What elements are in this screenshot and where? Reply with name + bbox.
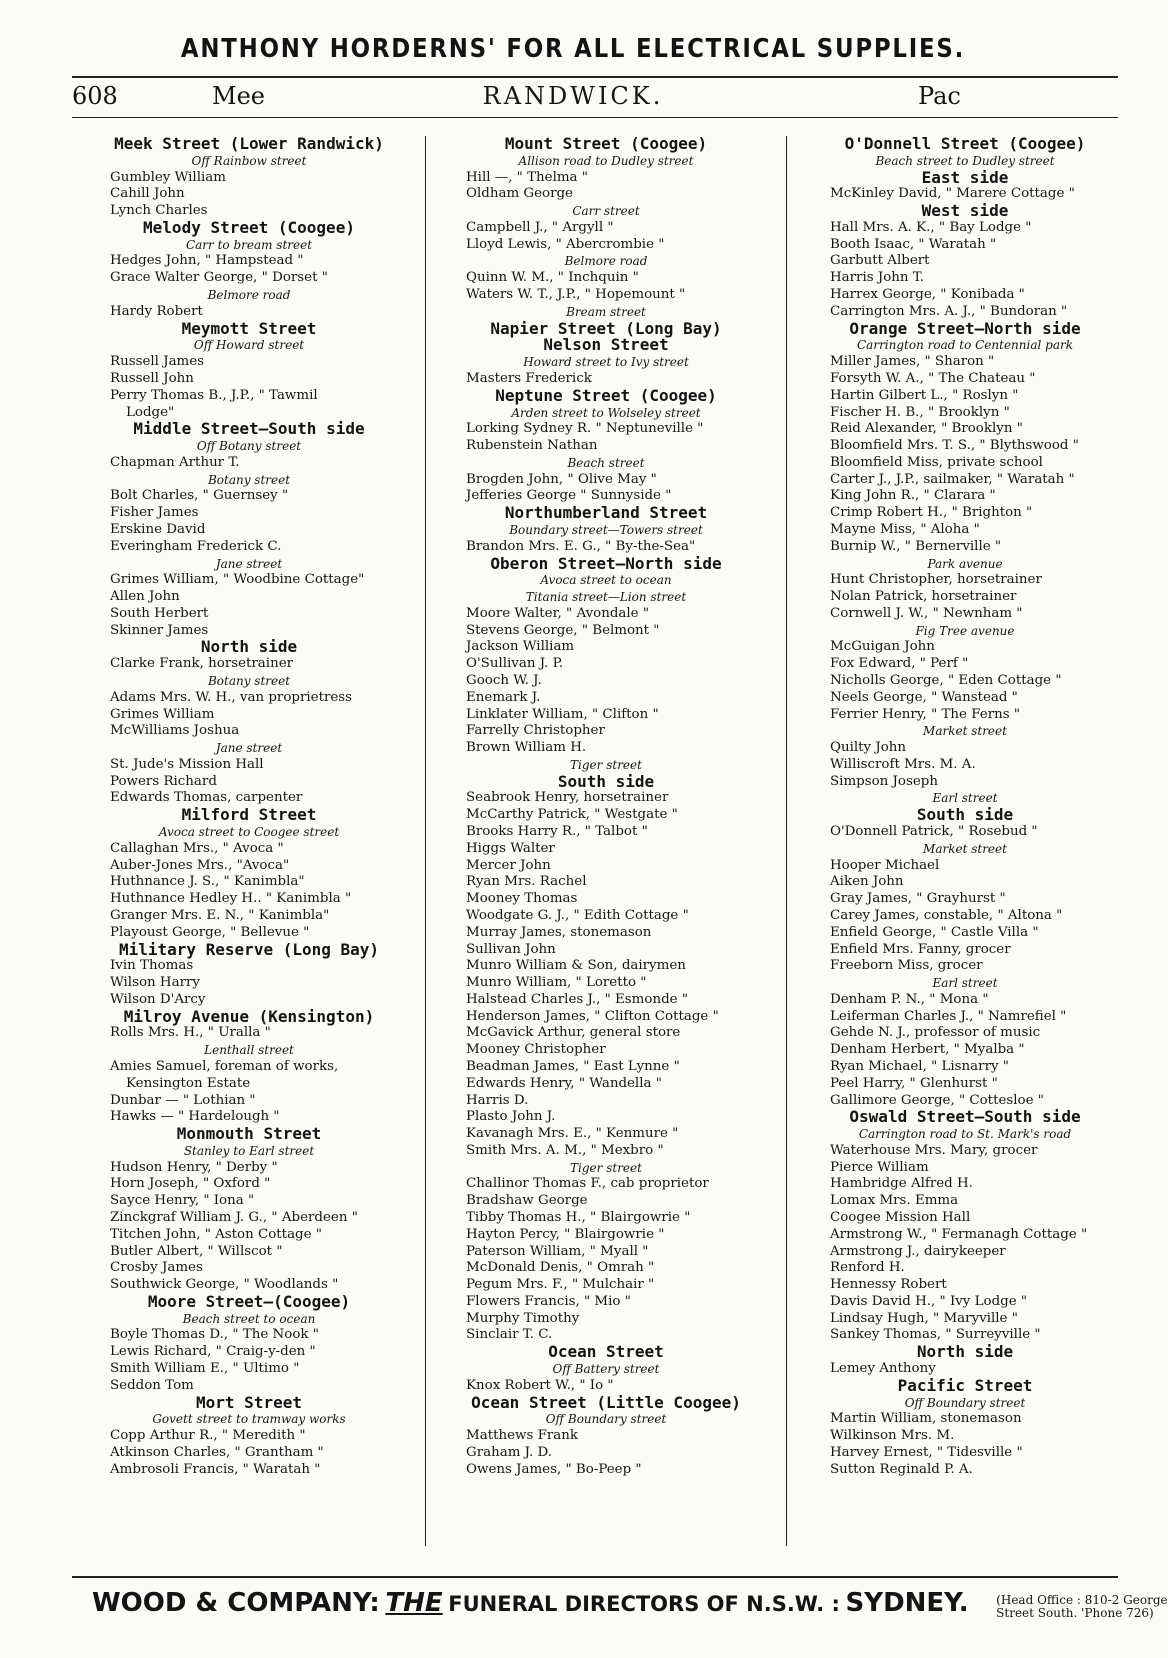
resident-entry: Clarke Frank, horsetrainer — [110, 656, 294, 672]
resident-entry: Cahill John — [110, 186, 185, 202]
resident-entry: Lynch Charles — [110, 203, 208, 219]
resident-entry: McGavick Arthur, general store — [466, 1025, 681, 1041]
resident-entry: Murphy Timothy — [466, 1310, 580, 1326]
resident-entry: Ivin Thomas — [110, 958, 194, 974]
resident-entry: Butler Albert, " Willscot " — [110, 1243, 283, 1259]
resident-entry: Brooks Harry R., " Talbot " — [466, 824, 648, 840]
resident-entry: Russell James — [110, 354, 205, 370]
resident-entry: Neels George, " Wanstead " — [830, 689, 1018, 705]
street-heading: Moore Street—(Coogee) — [147, 1291, 351, 1311]
resident-entry: Tibby Thomas H., " Blairgowrie " — [466, 1210, 691, 1225]
page-number: 608 — [72, 82, 118, 110]
resident-entry: Campbell J., " Argyll " — [466, 219, 614, 235]
resident-entry: Stevens George, " Belmont " — [466, 622, 660, 638]
resident-entry: Amies Samuel, foreman of works, — [110, 1058, 339, 1074]
resident-entry: Paterson William, " Myall " — [466, 1243, 649, 1259]
street-heading: Ocean Street (Little Coogee) — [471, 1392, 741, 1412]
resident-entry: Hall Mrs. A. K., " Bay Lodge " — [830, 219, 1032, 235]
resident-entry: Bloomfield Mrs. T. S., " Blythswood " — [830, 438, 1079, 454]
resident-entry: Harrex George, " Konibada " — [830, 287, 1025, 303]
resident-entry: Farrelly Christopher — [466, 723, 605, 739]
street-heading: Melody Street (Coogee) — [143, 217, 355, 237]
footer-advertisement — [92, 1588, 1168, 1620]
street-heading: Meek Street (Lower Randwick) — [114, 134, 384, 153]
column-2 — [436, 136, 776, 1546]
resident-entry: Garbutt Albert — [830, 253, 930, 269]
cross-street: Off Howard street — [193, 338, 305, 353]
resident-entry: St. Jude's Mission Hall — [110, 756, 264, 772]
cross-street: Beach street to ocean — [182, 1311, 316, 1326]
resident-entry: Ryan Michael, " Lisnarry " — [830, 1058, 1009, 1074]
cross-street: Off Rainbow street — [191, 153, 307, 168]
resident-entry: Booth Isaac, " Waratah " — [830, 236, 997, 252]
resident-entry: Davis David H., " Ivy Lodge " — [830, 1293, 1028, 1309]
resident-entry: Harris D. — [466, 1092, 529, 1108]
cross-street: Belmore road — [207, 288, 291, 303]
resident-entry: Halstead Charles J., " Esmonde " — [466, 991, 688, 1007]
cross-street: Belmore road — [564, 254, 648, 269]
resident-entry: Plasto John J. — [466, 1109, 556, 1125]
resident-entry: Playoust George, " Bellevue " — [110, 924, 310, 940]
resident-entry: Moore Walter, " Avondale " — [466, 605, 650, 621]
cross-street: Fig Tree avenue — [915, 623, 1015, 638]
resident-entry: Southwick George, " Woodlands " — [110, 1277, 339, 1293]
resident-entry: Pierce William — [830, 1159, 929, 1175]
resident-entry: Woodgate G. J., " Edith Cottage " — [466, 907, 689, 923]
resident-entry: Aiken John — [830, 874, 904, 890]
resident-entry: Wilkinson Mrs. M. — [830, 1428, 955, 1444]
resident-entry: Granger Mrs. E. N., " Kanimbla" — [110, 907, 330, 923]
resident-entry: Fisher James — [110, 505, 199, 521]
cross-street: Market street — [923, 841, 1007, 856]
resident-entry: Denham Herbert, " Myalba " — [830, 1042, 1025, 1058]
cross-street: Lenthall street — [204, 1043, 294, 1058]
cross-street: Botany street — [207, 674, 291, 688]
resident-entry: Lemey Anthony — [830, 1361, 936, 1377]
resident-entry: Martin William, stonemason — [830, 1411, 1022, 1427]
resident-entry: Miller James, " Sharon " — [830, 354, 995, 370]
resident-entry: Lewis Richard, " Craig-y-den " — [110, 1344, 316, 1360]
entry-continuation: Lodge" — [126, 404, 175, 420]
street-heading: Military Reserve (Long Bay) — [118, 939, 380, 959]
resident-entry: Atkinson Charles, " Grantham " — [110, 1444, 324, 1460]
resident-entry: Crosby James — [110, 1260, 203, 1276]
resident-entry: Ferrier Henry, " The Ferns " — [830, 706, 1021, 722]
resident-entry: Ryan Mrs. Rachel — [466, 874, 587, 890]
cross-street: Park avenue — [927, 556, 1003, 571]
entry-continuation: Kensington Estate — [126, 1075, 251, 1091]
cross-street: Bream street — [566, 304, 646, 319]
cross-street: Carrington road to Centennial park — [857, 338, 1073, 353]
resident-entry: Wilson D'Arcy — [110, 991, 206, 1007]
resident-entry: Nolan Patrick, horsetrainer — [830, 589, 1017, 605]
resident-entry: Denham P. N., " Mona " — [830, 991, 989, 1007]
street-heading: Nelson Street — [543, 335, 669, 355]
resident-entry: Huthnance J. S., " Kanimbla" — [110, 874, 305, 890]
resident-entry: Mercer John — [466, 857, 551, 873]
cross-street: Carr to bream street — [185, 237, 313, 252]
cross-street: Tiger street — [570, 757, 642, 772]
column-1 — [80, 136, 418, 1546]
resident-entry: Armstrong J., dairykeeper — [830, 1243, 1006, 1259]
resident-entry: Carter J., J.P., sailmaker, " Waratah " — [830, 471, 1075, 487]
resident-entry: Brown William H. — [466, 740, 587, 756]
street-heading: East side — [921, 167, 1009, 187]
resident-entry: Burnip W., " Bernerville " — [830, 538, 1002, 554]
cross-street: Beach street to Dudley street — [875, 153, 1055, 168]
resident-entry: Forsyth W. A., " The Chateau " — [830, 370, 1036, 386]
resident-entry: Erskine David — [110, 521, 206, 537]
resident-entry: Auber-Jones Mrs., "Avoca" — [110, 857, 290, 873]
resident-entry: Murray James, stonemason — [466, 924, 652, 940]
cross-street: Avoca street to ocean — [540, 573, 672, 588]
resident-entry: Powers Richard — [110, 773, 217, 789]
street-heading: O'Donnell Street (Coogee) — [844, 134, 1086, 153]
cross-street: Stanley to Earl street — [183, 1143, 315, 1158]
cross-street: Govett street to tramway works — [152, 1412, 346, 1427]
resident-entry: Allen John — [110, 589, 180, 605]
resident-entry: McCarthy Patrick, " Westgate " — [466, 807, 678, 823]
header-advertisement: ANTHONY HORDERNS' FOR ALL ELECTRICAL SUPPLIES. — [180, 34, 966, 64]
resident-entry: Quilty John — [830, 740, 907, 756]
resident-entry: Boyle Thomas D., " The Nook " — [110, 1327, 319, 1343]
resident-entry: Coogee Mission Hall — [830, 1210, 971, 1225]
resident-entry: Waters W. T., J.P., " Hopemount " — [466, 287, 686, 303]
resident-entry: Higgs Walter — [466, 840, 555, 856]
resident-entry: Gooch W. J. — [466, 673, 542, 688]
resident-entry: Enemark J. — [466, 689, 541, 705]
resident-entry: Callaghan Mrs., " Avoca " — [110, 840, 284, 856]
street-heading: Ocean Street — [548, 1342, 664, 1362]
street-heading: Pacific Street — [897, 1375, 1033, 1395]
resident-entry: Jackson William — [466, 639, 575, 655]
footer-tagline: FUNERAL DIRECTORS OF N.S.W. : — [448, 1592, 840, 1616]
resident-entry: Huthnance Hedley H.. " Kanimbla " — [110, 891, 352, 907]
footer-office-line: (Head Office : 810-2 George — [996, 1592, 1168, 1607]
cross-street: Titania street—Lion street — [525, 590, 687, 605]
resident-entry: Hedges John, " Hampstead " — [110, 253, 304, 269]
cross-street: Howard street to Ivy street — [523, 355, 689, 370]
cross-street: Off Battery street — [552, 1362, 660, 1377]
resident-entry: Seddon Tom — [110, 1377, 194, 1393]
resident-entry: O'Donnell Patrick, " Rosebud " — [830, 824, 1038, 840]
resident-entry: Seabrook Henry, horsetrainer — [466, 790, 669, 806]
cross-street: Carr street — [572, 204, 640, 219]
street-heading: Milford Street — [181, 805, 317, 825]
street-heading: Monmouth Street — [176, 1124, 322, 1144]
resident-entry: Hennessy Robert — [830, 1277, 947, 1293]
street-heading: Oberon Street—North side — [490, 553, 722, 573]
resident-entry: Rubenstein Nathan — [466, 438, 598, 454]
resident-entry: Smith William E., " Ultimo " — [110, 1361, 300, 1377]
resident-entry: Gehde N. J., professor of music — [830, 1025, 1041, 1041]
resident-entry: McWilliams Joshua — [110, 723, 240, 739]
resident-entry: Bradshaw George — [466, 1193, 588, 1209]
resident-entry: Dunbar — " Lothian " — [110, 1092, 256, 1108]
range-start: Mee — [212, 82, 265, 110]
resident-entry: Mooney Thomas — [466, 891, 578, 907]
resident-entry: Grimes William — [110, 706, 215, 722]
resident-entry: Pegum Mrs. F., " Mulchair " — [466, 1277, 655, 1293]
resident-entry: Renford H. — [830, 1260, 905, 1276]
cross-street: Botany street — [207, 472, 291, 487]
street-heading: South side — [916, 805, 1014, 825]
resident-entry: Sutton Reginald P. A. — [830, 1461, 973, 1477]
column-divider — [786, 136, 787, 1546]
cross-street: Allison road to Dudley street — [518, 153, 694, 168]
resident-entry: Graham J. D. — [466, 1444, 552, 1460]
cross-street: Avoca street to Coogee street — [158, 825, 340, 840]
resident-entry: South Herbert — [110, 605, 209, 621]
footer-city: SYDNEY. — [845, 1588, 969, 1618]
resident-entry: Flowers Francis, " Mio " — [466, 1293, 631, 1309]
resident-entry: Russell John — [110, 370, 194, 386]
resident-entry: Ambrosoli Francis, " Waratah " — [110, 1461, 321, 1477]
resident-entry: Carrington Mrs. A. J., " Bundoran " — [830, 303, 1068, 319]
street-heading: Orange Street—North side — [849, 318, 1081, 338]
resident-entry: Knox Robert W., " Io " — [466, 1377, 614, 1393]
resident-entry: Lomax Mrs. Emma — [830, 1193, 959, 1209]
footer-rule — [72, 1576, 1118, 1578]
locality-title: RANDWICK. — [482, 82, 664, 110]
street-heading: Napier Street (Long Bay) — [490, 318, 722, 338]
cross-street: Arden street to Wolseley street — [511, 405, 701, 420]
resident-entry: Linklater William, " Clifton " — [466, 706, 659, 722]
resident-entry: Fox Edward, " Perf " — [830, 656, 969, 672]
resident-entry: Beadman James, " East Lynne " — [466, 1058, 680, 1074]
resident-entry: Hunt Christopher, horsetrainer — [830, 572, 1042, 588]
cross-street: Boundary street—Towers street — [509, 522, 703, 537]
resident-entry: Brogden John, " Olive May " — [466, 471, 657, 487]
street-heading: North side — [916, 1342, 1014, 1362]
resident-entry: Hooper Michael — [830, 857, 940, 873]
resident-entry: Titchen John, " Aston Cottage " — [110, 1226, 322, 1242]
resident-entry: Waterhouse Mrs. Mary, grocer — [830, 1142, 1038, 1158]
cross-street: Carrington road to St. Mark's road — [858, 1127, 1072, 1142]
footer-office-address — [996, 1594, 1167, 1620]
resident-entry: Oldham George — [466, 186, 573, 202]
footer-office-line: Street South. 'Phone 726) — [996, 1605, 1154, 1620]
resident-entry: Hudson Henry, " Derby " — [110, 1159, 278, 1175]
resident-entry: Cornwell J. W., " Newnham " — [830, 605, 1023, 621]
street-heading: North side — [200, 637, 298, 657]
resident-entry: Jefferies George " Sunnyside " — [466, 488, 672, 504]
resident-entry: McGuigan John — [830, 639, 935, 655]
street-heading: Oswald Street—South side — [849, 1107, 1081, 1127]
resident-entry: Owens James, " Bo-Peep " — [466, 1461, 642, 1477]
resident-entry: Reid Alexander, " Brooklyn " — [830, 421, 1023, 437]
resident-entry: Smith Mrs. A. M., " Mexbro " — [466, 1142, 664, 1158]
resident-entry: McDonald Denis, " Omrah " — [466, 1260, 655, 1276]
resident-entry: Masters Frederick — [466, 370, 592, 386]
resident-entry: Williscroft Mrs. M. A. — [830, 756, 976, 772]
cross-street: Off Botany street — [196, 439, 302, 454]
resident-entry: Hartin Gilbert L., " Roslyn " — [830, 387, 1019, 403]
resident-entry: Gray James, " Grayhurst " — [830, 891, 1006, 907]
column-divider — [425, 136, 426, 1546]
resident-entry: Perry Thomas B., J.P., " Tawmil — [110, 387, 318, 403]
resident-entry: Lorking Sydney R. " Neptuneville " — [466, 421, 704, 437]
resident-entry: Gallimore George, " Cottesloe " — [830, 1092, 1044, 1108]
header-rule — [72, 76, 1118, 78]
resident-entry: Lloyd Lewis, " Abercrombie " — [466, 236, 665, 252]
resident-entry: Wilson Harry — [110, 975, 200, 991]
resident-entry: McKinley David, " Marere Cottage " — [830, 186, 1075, 202]
resident-entry: Henderson James, " Clifton Cottage " — [466, 1008, 719, 1024]
resident-entry: Chapman Arthur T. — [110, 454, 240, 470]
resident-entry: King John R., " Clarara " — [830, 488, 996, 504]
resident-entry: Brandon Mrs. E. G., " By-the-Sea" — [466, 538, 696, 554]
resident-entry: Carey James, constable, " Altona " — [830, 907, 1063, 923]
resident-entry: Sinclair T. C. — [466, 1327, 553, 1343]
resident-entry: Fischer H. B., " Brooklyn " — [830, 404, 1010, 420]
resident-entry: Mooney Christopher — [466, 1042, 606, 1058]
range-end: Pac — [918, 82, 961, 110]
resident-entry: Gumbley William — [110, 169, 226, 185]
resident-entry: Zinckgraf William J. G., " Aberdeen " — [110, 1210, 358, 1225]
resident-entry: Harvey Ernest, " Tidesville " — [830, 1444, 1023, 1460]
footer-company: WOOD & COMPANY: — [92, 1588, 380, 1618]
cross-street: Earl street — [932, 976, 998, 991]
resident-entry: Hardy Robert — [110, 303, 203, 319]
resident-entry: Hawks — " Hardelough " — [110, 1109, 280, 1125]
resident-entry: Hill —, " Thelma " — [466, 169, 588, 185]
street-heading: Northumberland Street — [504, 503, 708, 523]
street-heading: Milroy Avenue (Kensington) — [123, 1006, 375, 1026]
resident-entry: Hambridge Alfred H. — [830, 1176, 973, 1192]
resident-entry: Bolt Charles, " Guernsey " — [110, 488, 289, 504]
resident-entry: Quinn W. M., " Inchquin " — [466, 270, 639, 286]
resident-entry: Enfield George, " Castle Villa " — [830, 924, 1039, 940]
resident-entry: Kavanagh Mrs. E., " Kenmure " — [466, 1126, 679, 1142]
resident-entry: Armstrong W., " Fermanagh Cottage " — [830, 1226, 1088, 1242]
resident-entry: Harris John T. — [830, 270, 925, 286]
cross-street: Tiger street — [570, 1160, 642, 1175]
cross-street: Market street — [923, 724, 1007, 739]
top-rule — [72, 117, 1118, 118]
resident-entry: Matthews Frank — [466, 1428, 579, 1444]
resident-entry: Skinner James — [110, 622, 209, 638]
resident-entry: Sayce Henry, " Iona " — [110, 1193, 255, 1209]
street-heading: West side — [921, 201, 1009, 221]
resident-entry: Edwards Henry, " Wandella " — [466, 1075, 662, 1091]
street-heading: Neptune Street (Coogee) — [495, 385, 717, 405]
resident-entry: Grimes William, " Woodbine Cottage" — [110, 572, 365, 588]
resident-entry: Adams Mrs. W. H., van proprietress — [110, 689, 353, 705]
resident-entry: O'Sullivan J. P. — [466, 656, 564, 672]
resident-entry: Freeborn Miss, grocer — [830, 958, 983, 974]
resident-entry: Munro William & Son, dairymen — [466, 958, 686, 974]
cross-street: Off Boundary street — [545, 1412, 667, 1427]
street-heading: Mount Street (Coogee) — [504, 134, 708, 153]
cross-street: Jane street — [215, 741, 283, 756]
resident-entry: Edwards Thomas, carpenter — [110, 790, 303, 806]
cross-street: Off Boundary street — [904, 1395, 1026, 1410]
resident-entry: Peel Harry, " Glenhurst " — [830, 1075, 998, 1091]
resident-entry: Simpson Joseph — [830, 773, 938, 789]
resident-entry: Hayton Percy, " Blairgowrie " — [466, 1226, 665, 1242]
resident-entry: Mayne Miss, " Aloha " — [830, 521, 980, 537]
resident-entry: Nicholls George, " Eden Cottage " — [830, 673, 1062, 688]
resident-entry: Challinor Thomas F., cab proprietor — [466, 1176, 709, 1192]
resident-entry: Rolls Mrs. H., " Uralla " — [110, 1025, 271, 1041]
resident-entry: Copp Arthur R., " Meredith " — [110, 1428, 306, 1444]
resident-entry: Everingham Frederick C. — [110, 538, 282, 554]
footer-the: THE — [385, 1588, 443, 1618]
street-heading: Middle Street—South side — [133, 419, 365, 439]
resident-entry: Grace Walter George, " Dorset " — [110, 270, 328, 286]
street-heading: Mort Street — [196, 1392, 302, 1412]
resident-entry: Leiferman Charles J., " Namrefiel " — [830, 1008, 1067, 1024]
cross-street: Earl street — [932, 791, 998, 806]
resident-entry: Horn Joseph, " Oxford " — [110, 1176, 271, 1192]
resident-entry: Sullivan John — [466, 941, 556, 957]
resident-entry: Crimp Robert H., " Brighton " — [830, 505, 1033, 521]
cross-street: Beach street — [567, 455, 645, 470]
resident-entry: Munro William, " Loretto " — [466, 975, 647, 991]
street-heading: South side — [557, 771, 655, 791]
resident-entry: Sankey Thomas, " Surreyville " — [830, 1327, 1041, 1343]
resident-entry: Lindsay Hugh, " Maryville " — [830, 1310, 1018, 1326]
cross-street: Jane street — [215, 556, 283, 571]
resident-entry: Enfield Mrs. Fanny, grocer — [830, 941, 1011, 957]
column-3 — [800, 136, 1130, 1546]
street-heading: Meymott Street — [181, 318, 317, 338]
resident-entry: Bloomfield Miss, private school — [830, 454, 1043, 470]
